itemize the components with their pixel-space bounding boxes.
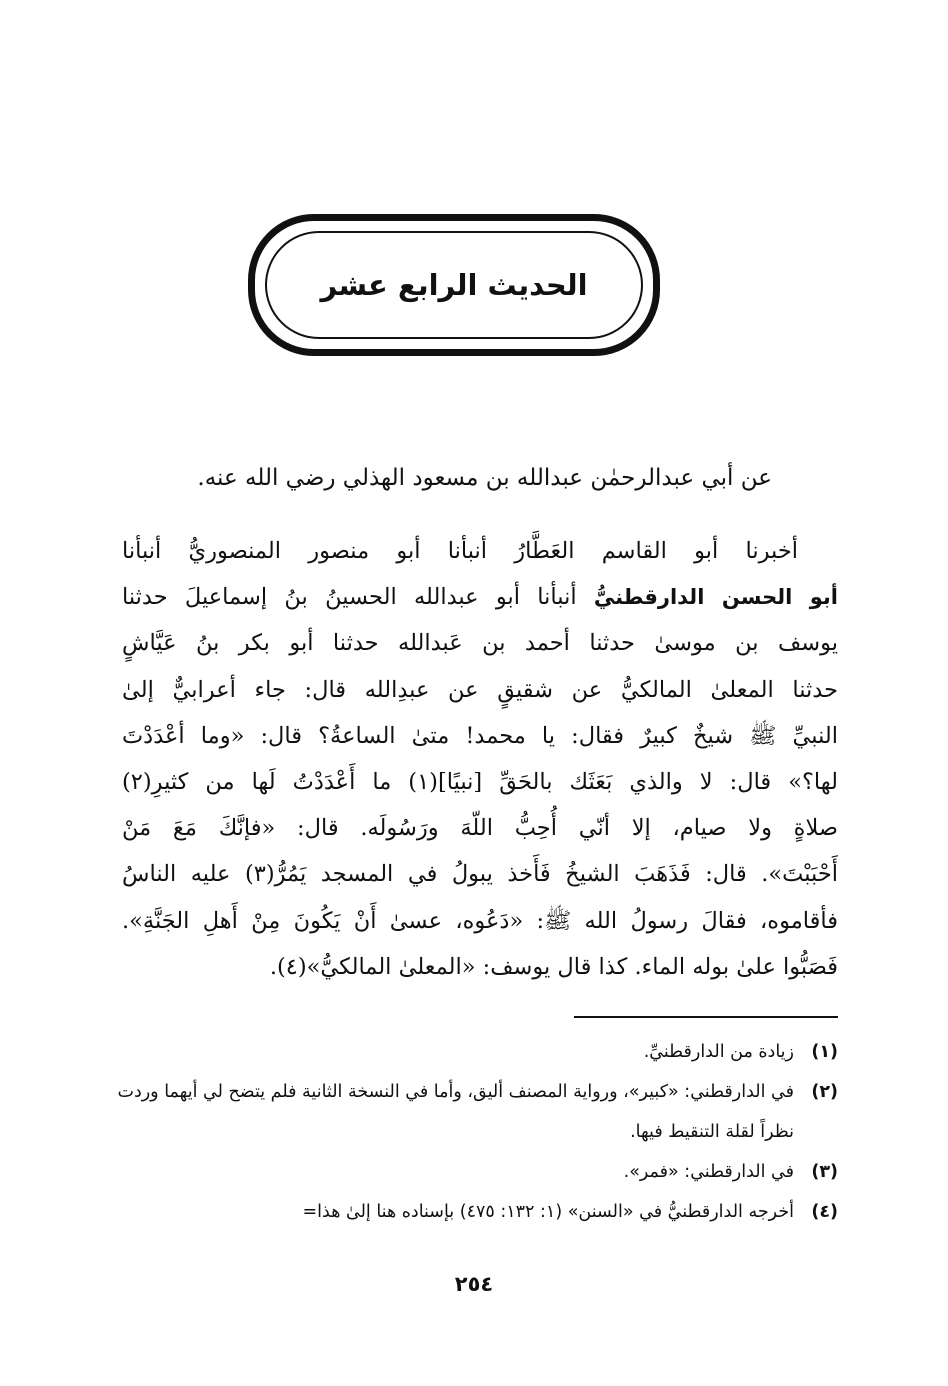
hadith-line-3: يوسف بن موسىٰ حدثنا أحمد بن عَبدالله حدثنا أبو بكر بنُ عَيَّاشٍ [122, 630, 838, 657]
hadith-line-4: حدثنا المعلىٰ المالكيُّ عن شقيقٍ عن عبدِالله قال: جاء أعرابيٌّ إلىٰ [122, 676, 838, 703]
hadith-line-2 [122, 574, 838, 620]
hadith-line-7: صلاةٍ ولا صيام، إلا أنّي أُحِبُّ اللّهَ ورَسُولَه. قال: «فإنَّكَ مَعَ مَنْ [122, 815, 838, 842]
narrator-name-bold: أبو الحسن الدارقطنيُّ [593, 585, 838, 610]
hadith-line-6: لها؟» قال: لا والذي بَعَثَك بالحَقِّ [نبيًا](١) ما أَعْدَدْتُ لَها من كثيرِ(٢) [122, 769, 838, 796]
footnote-text: أخرجه الدارقطنيُّ في «السنن» (١: ١٣٢: ٤٧٥) بإسناده هنا إلىٰ هذا= [302, 1202, 794, 1222]
footnote-number: (٣) [811, 1162, 838, 1182]
footnote-text: زيادة من الدارقطنيِّ. [643, 1042, 794, 1062]
hadith-line-9: فأقاموه، فقالَ رسولُ الله ﷺ: «دَعُوه، عسىٰ أَنْ يَكُونَ مِنْ أَهلِ الجَنَّةِ». [122, 907, 838, 934]
hadith-line-2-rest: أنبأنا أبو عبدالله الحسينُ بنُ إسماعيلَ حدثنا [122, 584, 594, 611]
footnote-3 [90, 1152, 838, 1192]
footnote-4 [90, 1192, 838, 1232]
footnote-text: في الدارقطني: «فمر». [623, 1162, 794, 1182]
footnote-2 [90, 1072, 838, 1152]
footnote-number: (٤) [811, 1202, 838, 1222]
footnote-number: (١) [811, 1042, 838, 1062]
hadith-line-5: النبيِّ ﷺ شيخٌ كبيرٌ فقال: يا محمد! متىٰ الساعةُ؟ قال: «وما أعْدَدْتَ [122, 722, 838, 749]
hadith-text [122, 528, 838, 990]
hadith-line-1: أخبرنا أبو القاسم العَطَّارُ أنبأنا أبو منصور المنصوريُّ أنبأنا [122, 538, 798, 564]
page-number: ٢٥٤ [454, 1272, 494, 1296]
footnote-1 [90, 1032, 838, 1072]
chapter-title-frame [248, 214, 660, 356]
footnote-number: (٢) [811, 1082, 838, 1102]
narrator-line: عن أبي عبدالرحمٰن عبدالله بن مسعود الهذلي رضي الله عنه. [197, 465, 772, 491]
chapter-title: الحديث الرابع عشر [320, 268, 588, 302]
hadith-line-8: أَحْبَبْتَ». قال: فَذَهَبَ الشيخُ فَأَخذ يبولُ في المسجد يَمُرُّ(٣) عليه الناسُ [122, 861, 838, 888]
footnote-divider [574, 1016, 838, 1018]
footnote-text: في الدارقطني: «كبير»، ورواية المصنف أليق، وأما في النسخة الثانية فلم يتضح لي أيهما وردت نظراً لقلة التنقيط فيها. [117, 1082, 794, 1142]
hadith-line-10: فَصَبُّوا علىٰ بوله الماء. كذا قال يوسف: «المعلىٰ المالكيُّ»(٤). [269, 953, 838, 980]
footnotes [90, 1032, 838, 1232]
